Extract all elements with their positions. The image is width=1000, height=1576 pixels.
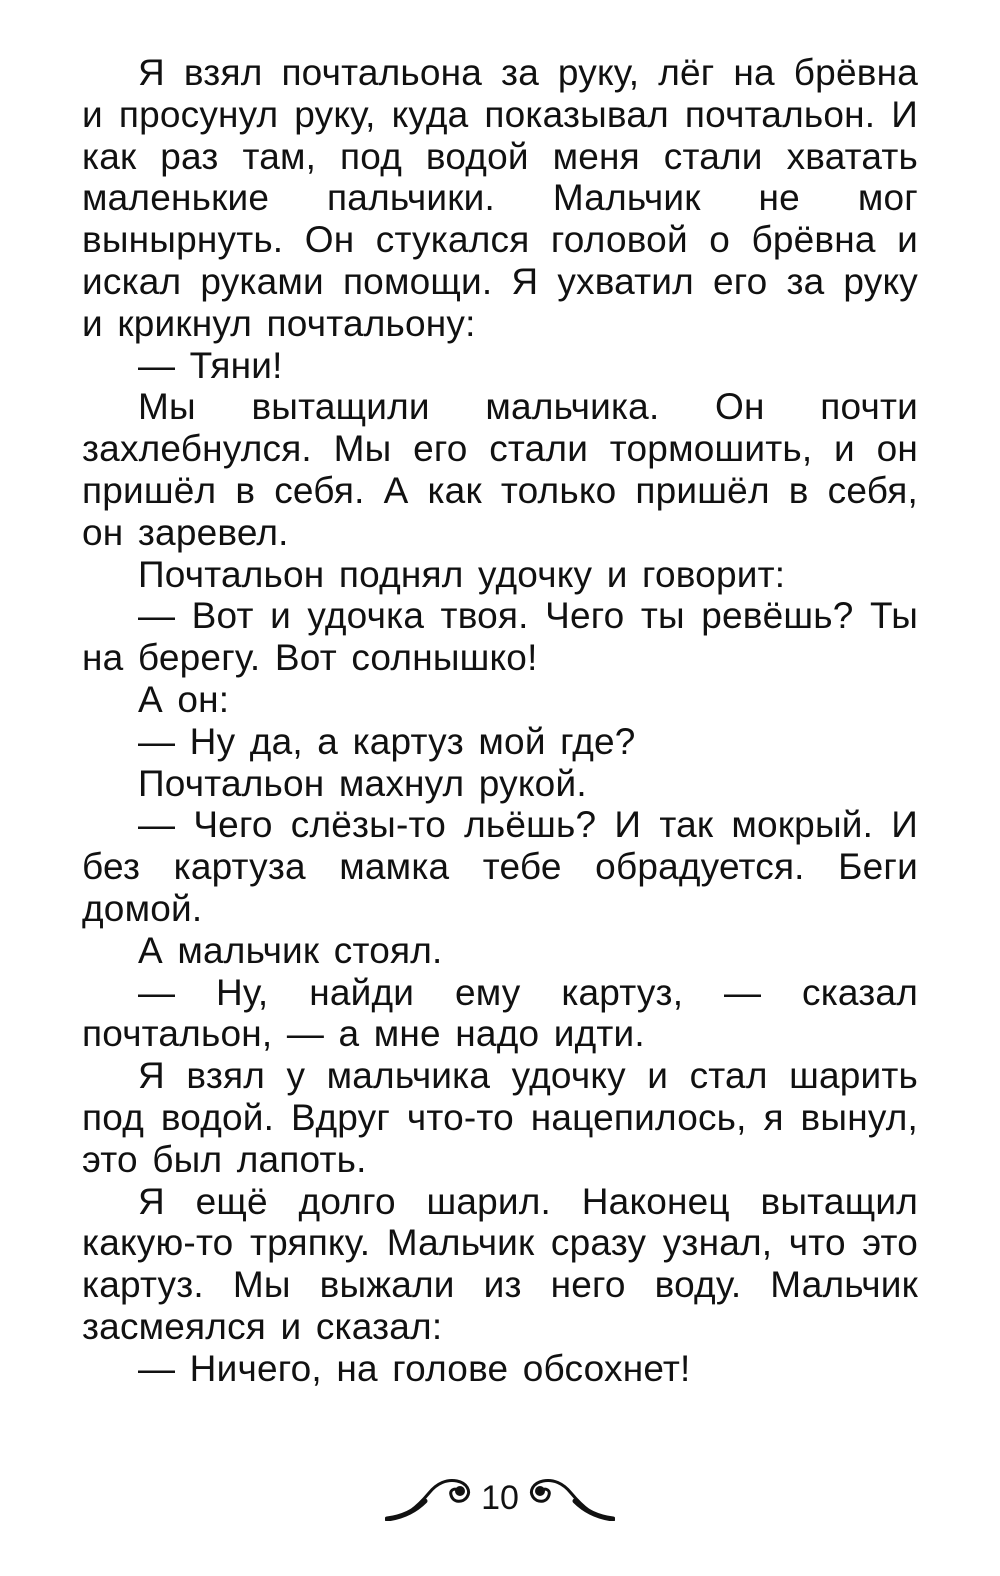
paragraph-12: Я взял у мальчика удочку и стал шарить под водой. Вдруг что-то нацепилось, я вынул, это был лапоть. [82, 1055, 918, 1180]
paragraph-3: Мы вытащили мальчика. Он почти захлебнулся. Мы его стали тормошить, и он пришёл в себя. А как только пришёл в себя, он заревел. [82, 386, 918, 553]
paragraph-14: — Ничего, на голове обсохнет! [138, 1347, 691, 1389]
paragraph-9: — Чего слёзы-то льёшь? И так мокрый. И без картуза мамка тебе обрадуется. Беги домой. [82, 804, 918, 929]
page-text [82, 52, 918, 1390]
page-number: 10 [481, 1478, 519, 1517]
paragraph-7: — Ну да, а картуз мой где? [138, 720, 636, 762]
paragraph-1: Я взял почтальона за руку, лёг на брёвна и просунул руку, куда показывал почтальон. И как раз там, под водой меня стали хватать маленькие пальчики. Мальчик не мог вынырнуть. Он стукался головой о брёвна и искал руками помощи. Я ухватил его за руку и крикнул почтальону: [82, 52, 918, 344]
paragraph-8: Почтальон махнул рукой. [138, 762, 587, 804]
paragraph-6: А он: [138, 678, 230, 720]
paragraph-4: Почтальон поднял удочку и говорит: [138, 553, 786, 595]
paragraph-10: А мальчик стоял. [138, 929, 443, 971]
swirl-ornament-left-icon [385, 1475, 475, 1521]
paragraph-2: — Тяни! [138, 344, 283, 386]
paragraph-11: — Ну, найди ему картуз, — сказал почтальон, — а мне надо идти. [82, 971, 918, 1055]
swirl-ornament-right-icon [525, 1475, 615, 1521]
paragraph-5: — Вот и удочка твоя. Чего ты ревёшь? Ты на берегу. Вот солнышко! [82, 595, 918, 679]
page-footer [0, 1468, 1000, 1528]
paragraph-13: Я ещё долго шарил. Наконец вытащил какую-то тряпку. Мальчик сразу узнал, что это картуз. Мы выжали из него воду. Мальчик засмеялся и сказал: [82, 1180, 918, 1347]
